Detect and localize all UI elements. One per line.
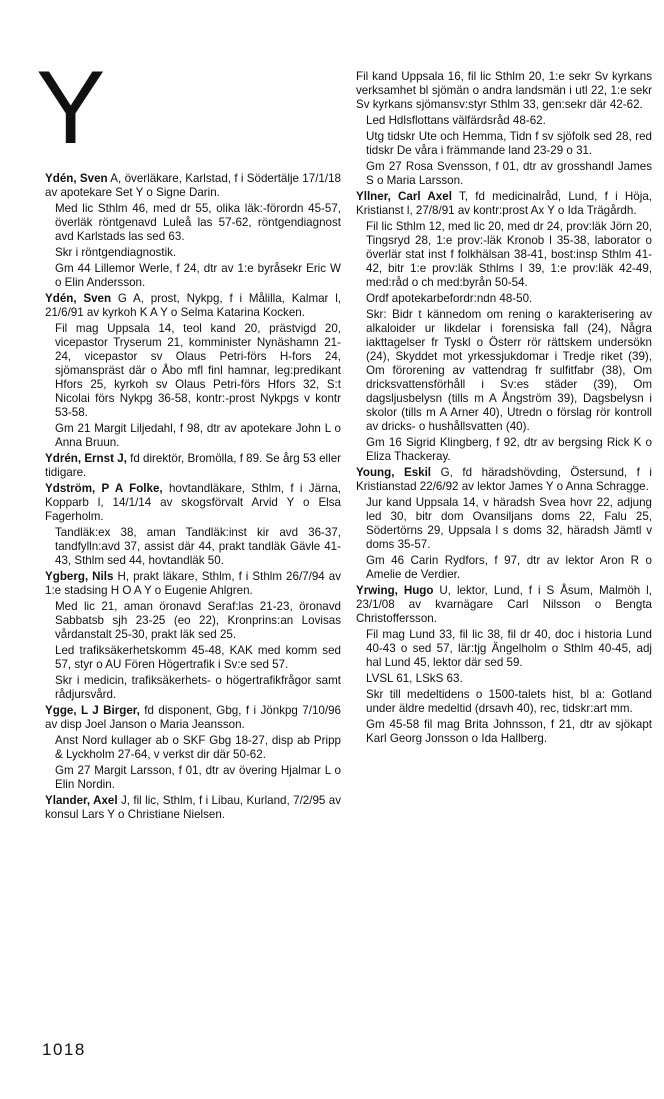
entry-head: Yrwing, Hugo [356,584,434,597]
entry-line: Jur kand Uppsala 14, v häradsh Svea hovr 22, adjung led 30, bitr dom Ovansiljans doms 22, Falu 25, Södertörns 29, Uppsala l s doms 32, häradsh Jämtl v doms 35-57. [366,496,652,551]
entry-head: Ydén, Sven [45,292,112,305]
entry-yllner-carl-axel [356,190,652,464]
entry-yden-sven-g [45,292,341,450]
entry-line: Gm 16 Sigrid Klingberg, f 92, dtr av bergsing Rick K o Eliza Thackeray. [366,436,652,463]
entry-head: Young, Eskil [356,466,432,479]
entry-line: Med lic Sthlm 46, med dr 55, olika läk:-förordn 45-57, överläk röntgenavd Luleå las 57-62, röntgendiagnost avd Karlstads las sed 63. [55,202,341,243]
entry-yden-sven-a [45,172,341,290]
entry-line: Fil mag Lund 33, fil lic 38, fil dr 40, doc i historia Lund 40-43 o sed 57, lär:tjg Ängelholm o Sthlm 40-45, adj hal Lund 45, lektor där sed 59. [366,628,652,669]
entry-line: Gm 27 Margit Larsson, f 01, dtr av övering Hjalmar L o Elin Nordin. [55,764,341,791]
entry-line: Led trafiksäkerhetskomm 45-48, KAK med komm sed 57, styr o AU Fören Högertrafik i Sv:e sed 57. [55,644,341,671]
entry-line: Fil lic Sthlm 12, med lic 20, med dr 24, prov:läk Jörn 20, Tingsryd 28, 1:e prov:-läk Kronob l 35-38, laborator o överlär stat inst f folkhälsan 38-41, bost:insp Sthlm 41-42, bitr 1:e prov:läk Sthlms l 39, 1:e prov:läk 42-49, med:råd o ch med:byrån 50-54. [366,220,652,289]
entry-head: Ydén, Sven [45,172,108,185]
entry-line: Gm 21 Margit Liljedahl, f 98, dtr av apotekare John L o Anna Bruun. [55,422,341,449]
entry-line: Skr i röntgendiagnostik. [55,246,177,259]
entry-line: G, fd häradshövding, Östersund, f i Kristianstad 22/6/92 av lektor James Y o Anna Schragge. [356,466,652,493]
entry-head: Yllner, Carl Axel [356,190,452,203]
entry-line: Tandläk:ex 38, aman Tandläk:inst kir avd 36-37, tandfylln:avd 37, assist där 44, prakt tandläk Gävle 41-43, Sthlm sed 44, hovtandläk 50. [55,526,341,567]
entry-ygberg-nils [45,570,341,702]
entry-head: Ylander, Axel [45,794,118,807]
entry-line: Skr till medeltidens o 1500-talets hist, bl a: Gotland under äldre medeltid (drsavh 40), rec, tidskr:art mm. [366,688,652,715]
entry-ygge-birger [45,704,341,792]
section-letter: Y [36,50,106,166]
entry-line: Skr: Bidr t kännedom om rening o karakterisering av alkaloider ur likdelar i forensiska fall (24), Några iakttagelser fr Tyskl o Österr rör rättskem undersökn (24), Skyddet mot yrkessjukdomar i Tredje riket (39), Om förorening av vattendrag fr sulfitfabr (38), Om dricksvattensförhåll i Sv:es städer (39), Om dagsljusbelysn (tills m A Ångström 39), Dagsbelysn i skolor (tills m A Arner 40), Utredn o förslag rör kontroll av dricks- o hushållsvatten (40). [366,308,652,433]
entry-line: H, prakt läkare, Sthlm, f i Sthlm 26/7/94 av 1:e stadsing H O A Y o Eugenie Ahlgren. [45,570,341,597]
entry-line: J, fil lic, Sthlm, f i Libau, Kurland, 7/2/95 av konsul Lars Y o Christiane Nielsen. [45,794,341,821]
entry-line: Skr i medicin, trafiksäkerhets- o högertrafikfrågor samt rådjursvård. [55,674,341,701]
entry-line: Gm 46 Carin Rydfors, f 97, dtr av lektor Aron R o Amelie de Verdier. [366,554,652,581]
entry-line: Med lic 21, aman öronavd Seraf:las 21-23, öronavd Sabbatsb sjh 23-25 (eo 22), Kronprins:an Lovisas vårdanstalt 25-30, prakt läk sed 25. [55,600,341,641]
entry-yrwing-hugo [356,584,652,746]
entry-line: A, överläkare, Karlstad, f i Södertälje 17/1/18 av apotekare Set Y o Signe Darin. [45,172,341,199]
page-number: 1018 [42,1040,86,1059]
entry-young-eskil [356,466,652,582]
entry-line: Ordf apotekarbefordr:ndn 48-50. [366,292,533,305]
left-column [45,172,341,824]
entry-line: Anst Nord kullager ab o SKF Gbg 18-27, disp ab Pripp & Lyckholm 27-64, v verkst dir där 50-62. [55,734,341,761]
entry-line: U, lektor, Lund, f i S Åsum, Malmöh l, 23/1/08 av kvarnägare Carl Nilsson o Bengta Christoffersson. [356,584,652,625]
entry-line: Gm 27 Rosa Svensson, f 01, dtr av grosshandl James S o Maria Larsson. [366,160,652,187]
entry-ydren-ernst [45,452,341,480]
entry-ydstrom-folke [45,482,341,568]
entry-line: LVSL 61, LSkS 63. [366,672,463,685]
entry-head: Ydström, P A Folke, [45,482,163,495]
entry-head: Ygge, L J Birger, [45,704,140,717]
entry-head: Ygberg, Nils [45,570,114,583]
entry-line: Fil kand Uppsala 16, fil lic Sthlm 20, 1:e sekr Sv kyrkans verksamhet bl sjömän o andra landsmän i utl 22, 1:e sekr Sv kyrkans sjömansv:styr Sthlm 33, gen:sekr där 42-62. [356,70,652,111]
entry-ylander-continued [356,70,652,188]
entry-line: Fil mag Uppsala 14, teol kand 20, prästvigd 20, vicepastor Tryserum 21, komminister Nynäshamn 21-24, vicepastor sv Olaus Petri-förs H-fors 24, sjömanspräst där o Åbo mfl finl hamnar, leg:predikant Hfors 25, kyrkoh sv Olaus Petri-förs Hfors 32, S:t Nicolai förs Nykpg 36-58, kontr:-prost Nykpgs v kontr 53-58. [55,322,341,419]
entry-line: Led Hdlsflottans välfärdsråd 48-62. [366,114,546,127]
entry-line: Gm 44 Lillemor Werle, f 24, dtr av 1:e byråsekr Eric W o Elin Andersson. [55,262,341,289]
entry-line: G A, prost, Nykpg, f i Målilla, Kalmar l, 21/6/91 av kyrkoh K A Y o Selma Katarina Kocken. [45,292,341,319]
entry-line: fd disponent, Gbg, f i Jönkpg 7/10/96 av disp Joel Janson o Maria Jeansson. [45,704,341,731]
entry-line: T, fd medicinalråd, Lund, f i Höja, Kristianst l, 27/8/91 av kontr:prost Ax Y o Ida Trägårdh. [356,190,652,217]
entry-ylander-axel [45,794,341,822]
entry-line: Gm 45-58 fil mag Brita Johnsson, f 21, dtr av sjökapt Karl Georg Jonsson o Ida Hallberg. [366,718,652,745]
entry-head: Ydrén, Ernst J, [45,452,127,465]
entry-line: Utg tidskr Ute och Hemma, Tidn f sv sjöfolk sed 28, red tidskr De våra i främmande land 23-29 o 31. [366,130,652,157]
entry-line: hovtandläkare, Sthlm, f i Järna, Kopparb l, 14/1/14 av skogsförvalt Arvid Y o Elsa Fagerholm. [45,482,341,523]
right-column [356,70,652,748]
entry-line: fd direktör, Bromölla, f 89. Se årg 53 eller tidigare. [45,452,341,479]
